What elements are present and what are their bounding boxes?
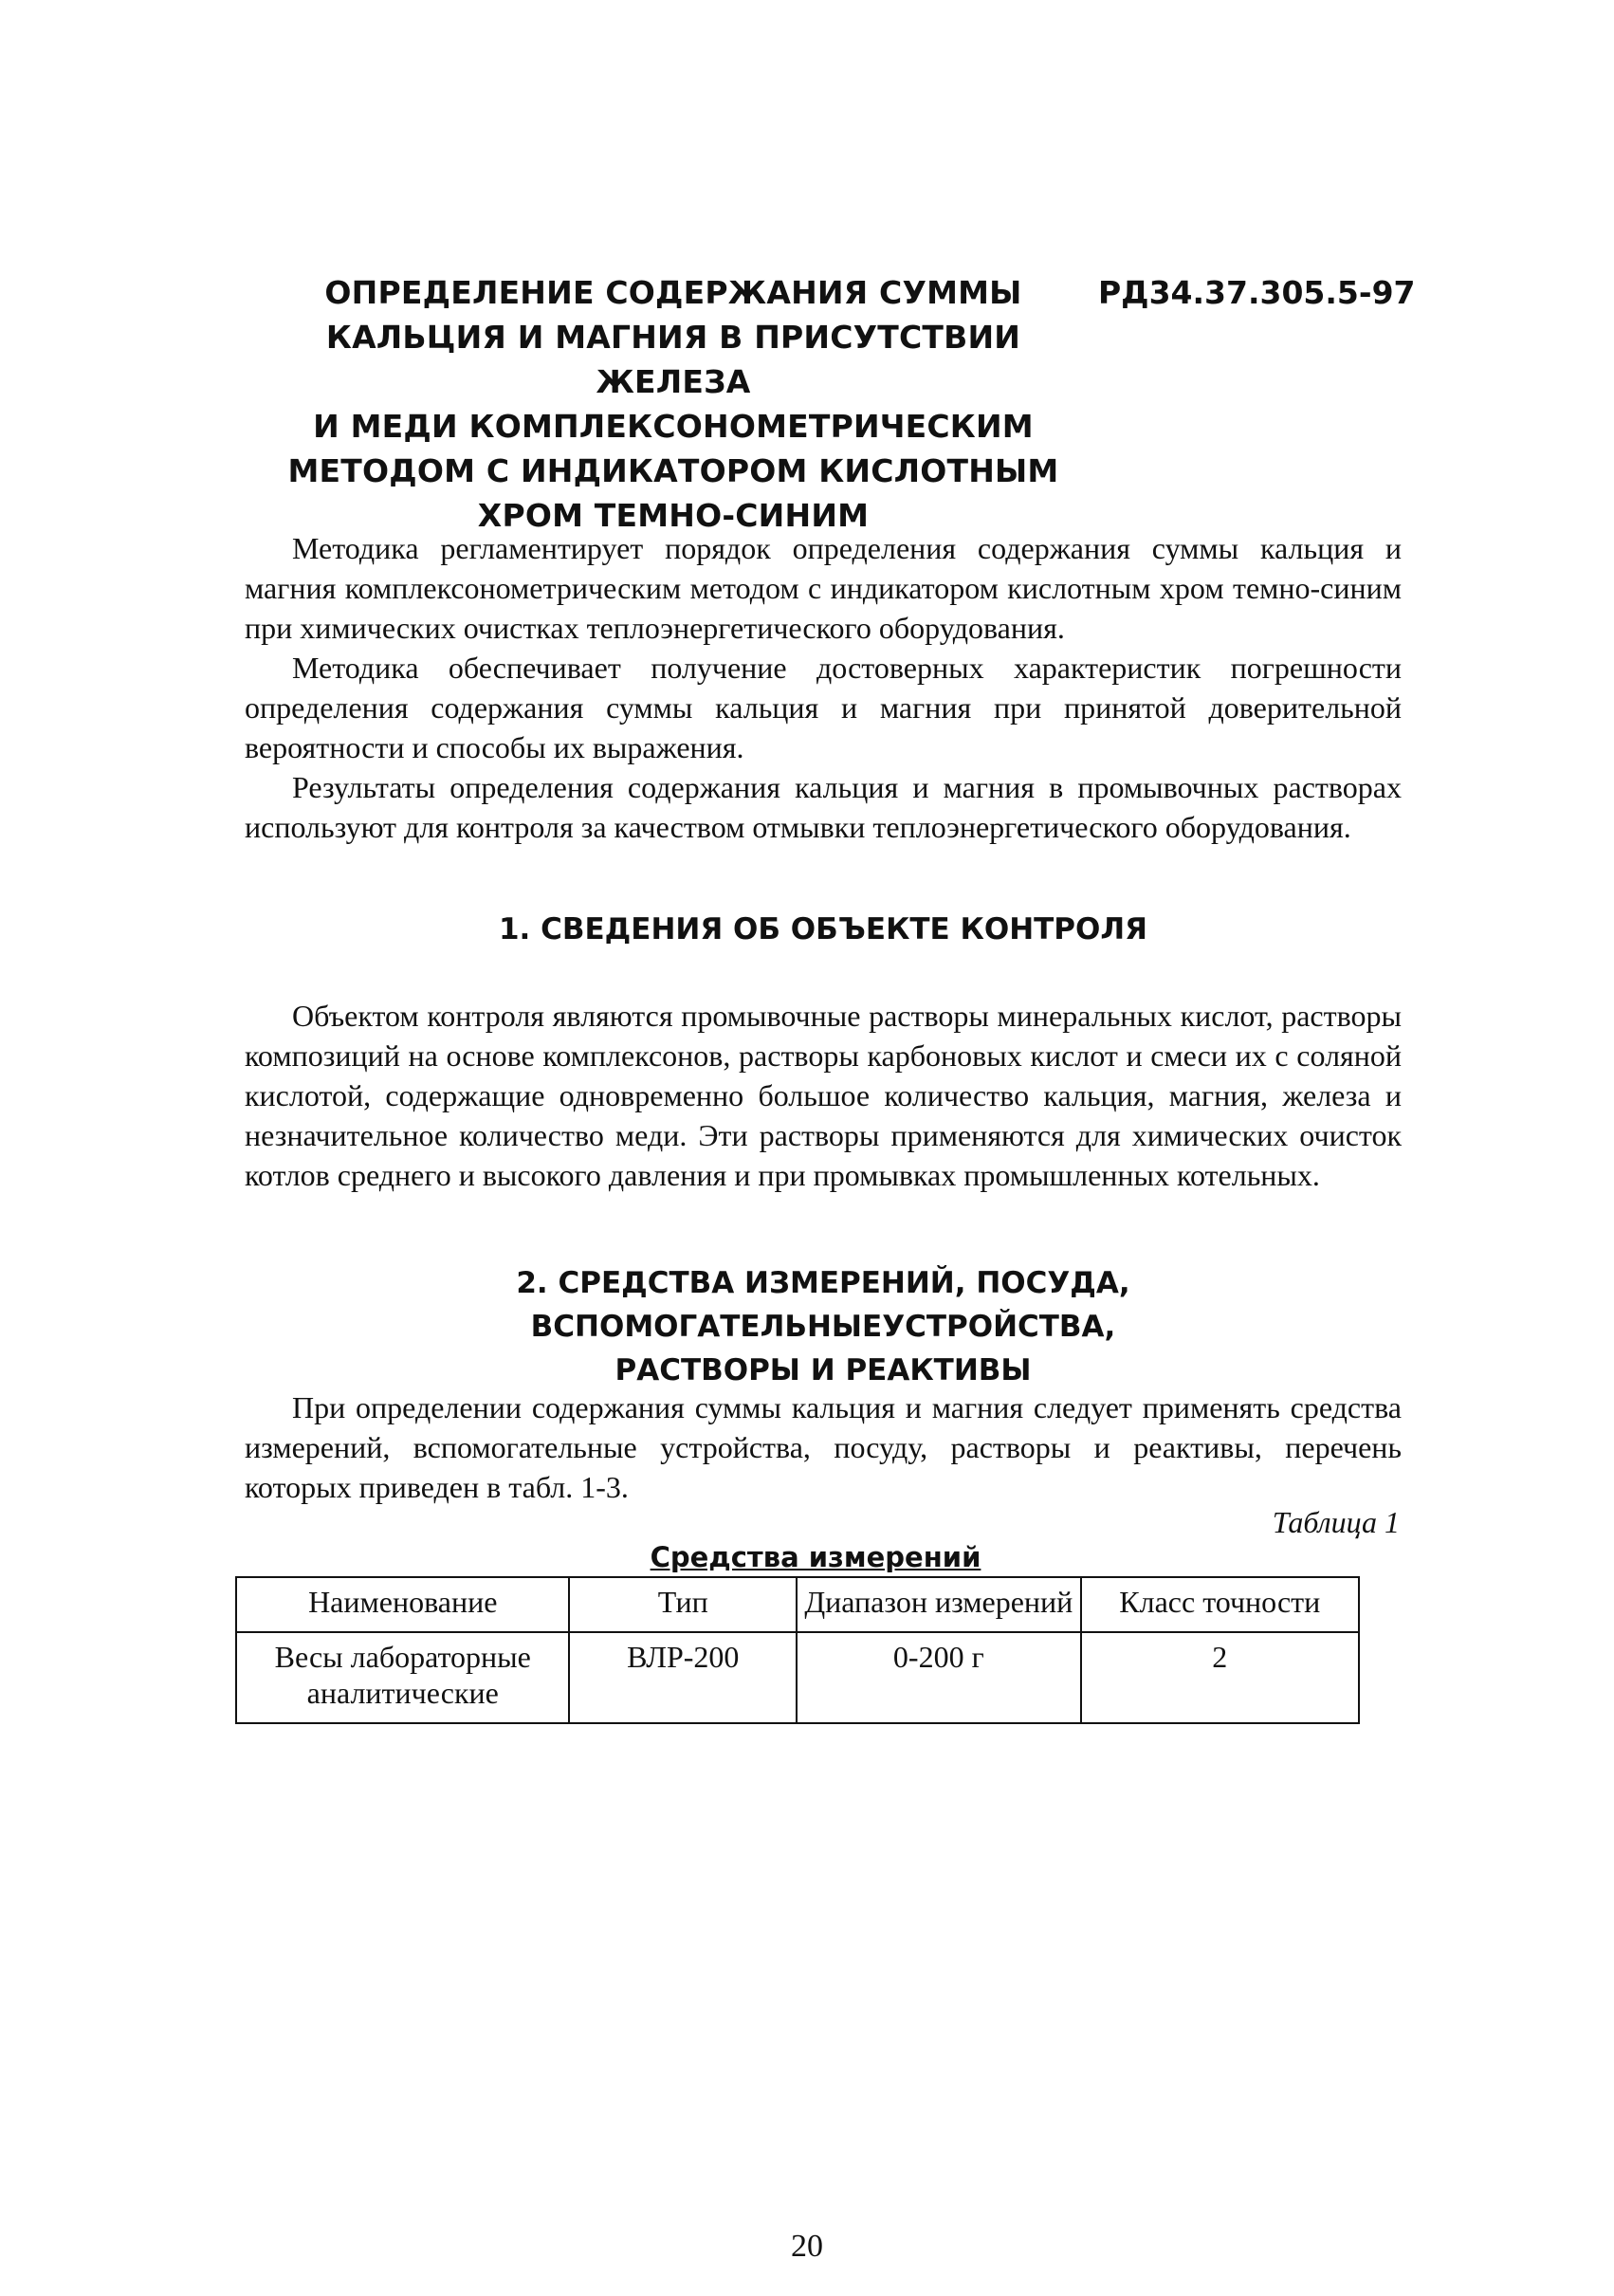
document-title <box>256 270 1091 538</box>
section-2-heading-line-2: РАСТВОРЫ И РЕАКТИВЫ <box>614 1353 1032 1387</box>
section-2-heading-line-1: 2. СРЕДСТВА ИЗМЕРЕНИЙ, ПОСУДА, ВСПОМОГАТЕЛЬНЫЕУСТРОЙСТВА, <box>516 1266 1130 1344</box>
section-2-heading <box>245 1261 1402 1392</box>
document-code: РД34.37.305.5-97 <box>1098 274 1416 311</box>
header-range: Диапазон измерений <box>797 1577 1080 1632</box>
table-row <box>236 1632 1359 1723</box>
title-line-3: И МЕДИ КОМПЛЕКСОНОМЕТРИЧЕСКИМ <box>313 408 1034 445</box>
cell-name: Весы лабораторные аналитические <box>236 1632 569 1723</box>
cell-range: 0-200 г <box>797 1632 1080 1723</box>
section-2-text: При определении содержания суммы кальция и магния следует применять средства измерений, вспомогательные устройства, посуду, растворы и реактивы, перечень которых приведен в табл. 1-3. <box>245 1390 1402 1504</box>
header-type: Тип <box>569 1577 797 1632</box>
cell-accuracy: 2 <box>1081 1632 1359 1723</box>
page-number: 20 <box>791 2229 823 2264</box>
title-line-5: ХРОМ ТЕМНО-СИНИМ <box>477 497 870 534</box>
title-line-2: КАЛЬЦИЯ И МАГНИЯ В ПРИСУТСТВИИ ЖЕЛЕЗА <box>325 319 1021 400</box>
table-title: Средства измерений <box>650 1541 981 1573</box>
table-header-row <box>236 1577 1359 1632</box>
table-caption: Таблица 1 <box>1272 1505 1400 1539</box>
title-line-1: ОПРЕДЕЛЕНИЕ СОДЕРЖАНИЯ СУММЫ <box>324 274 1022 311</box>
section-1-text: Объектом контроля являются промывочные растворы минеральных кислот, растворы композиций на основе комплексонов, растворы карбоновых кислот и смеси их с соляной кислотой, содержащие одновременно большое количество кальция, магния, железа и незначительное количество меди. Эти растворы применяются для химических очисток котлов среднего и высокого давления и при промывках промышленных котельных. <box>245 999 1402 1192</box>
intro-paragraph-1: Методика регламентирует порядок определения содержания суммы кальция и магния комплексонометрическим методом с индикатором кислотным хром темно-синим при химических очистках теплоэнергетического оборудования. <box>245 531 1402 645</box>
intro-paragraph-2: Методика обеспечивает получение достоверных характеристик погрешности определения содержания суммы кальция и магния при принятой доверительной вероятности и способы их выражения. <box>245 651 1402 764</box>
cell-type: ВЛР-200 <box>569 1632 797 1723</box>
header-name: Наименование <box>236 1577 569 1632</box>
section-1-heading: 1. СВЕДЕНИЯ ОБ ОБЪЕКТЕ КОНТРОЛЯ <box>498 912 1147 946</box>
title-line-4: МЕТОДОМ С ИНДИКАТОРОМ КИСЛОТНЫМ <box>287 452 1059 489</box>
header-accuracy: Класс точности <box>1081 1577 1359 1632</box>
measurement-table <box>235 1576 1360 1724</box>
intro-paragraph-3: Результаты определения содержания кальция и магния в промывочных растворах используют для контроля за качеством отмывки теплоэнергетического оборудования. <box>245 770 1402 844</box>
